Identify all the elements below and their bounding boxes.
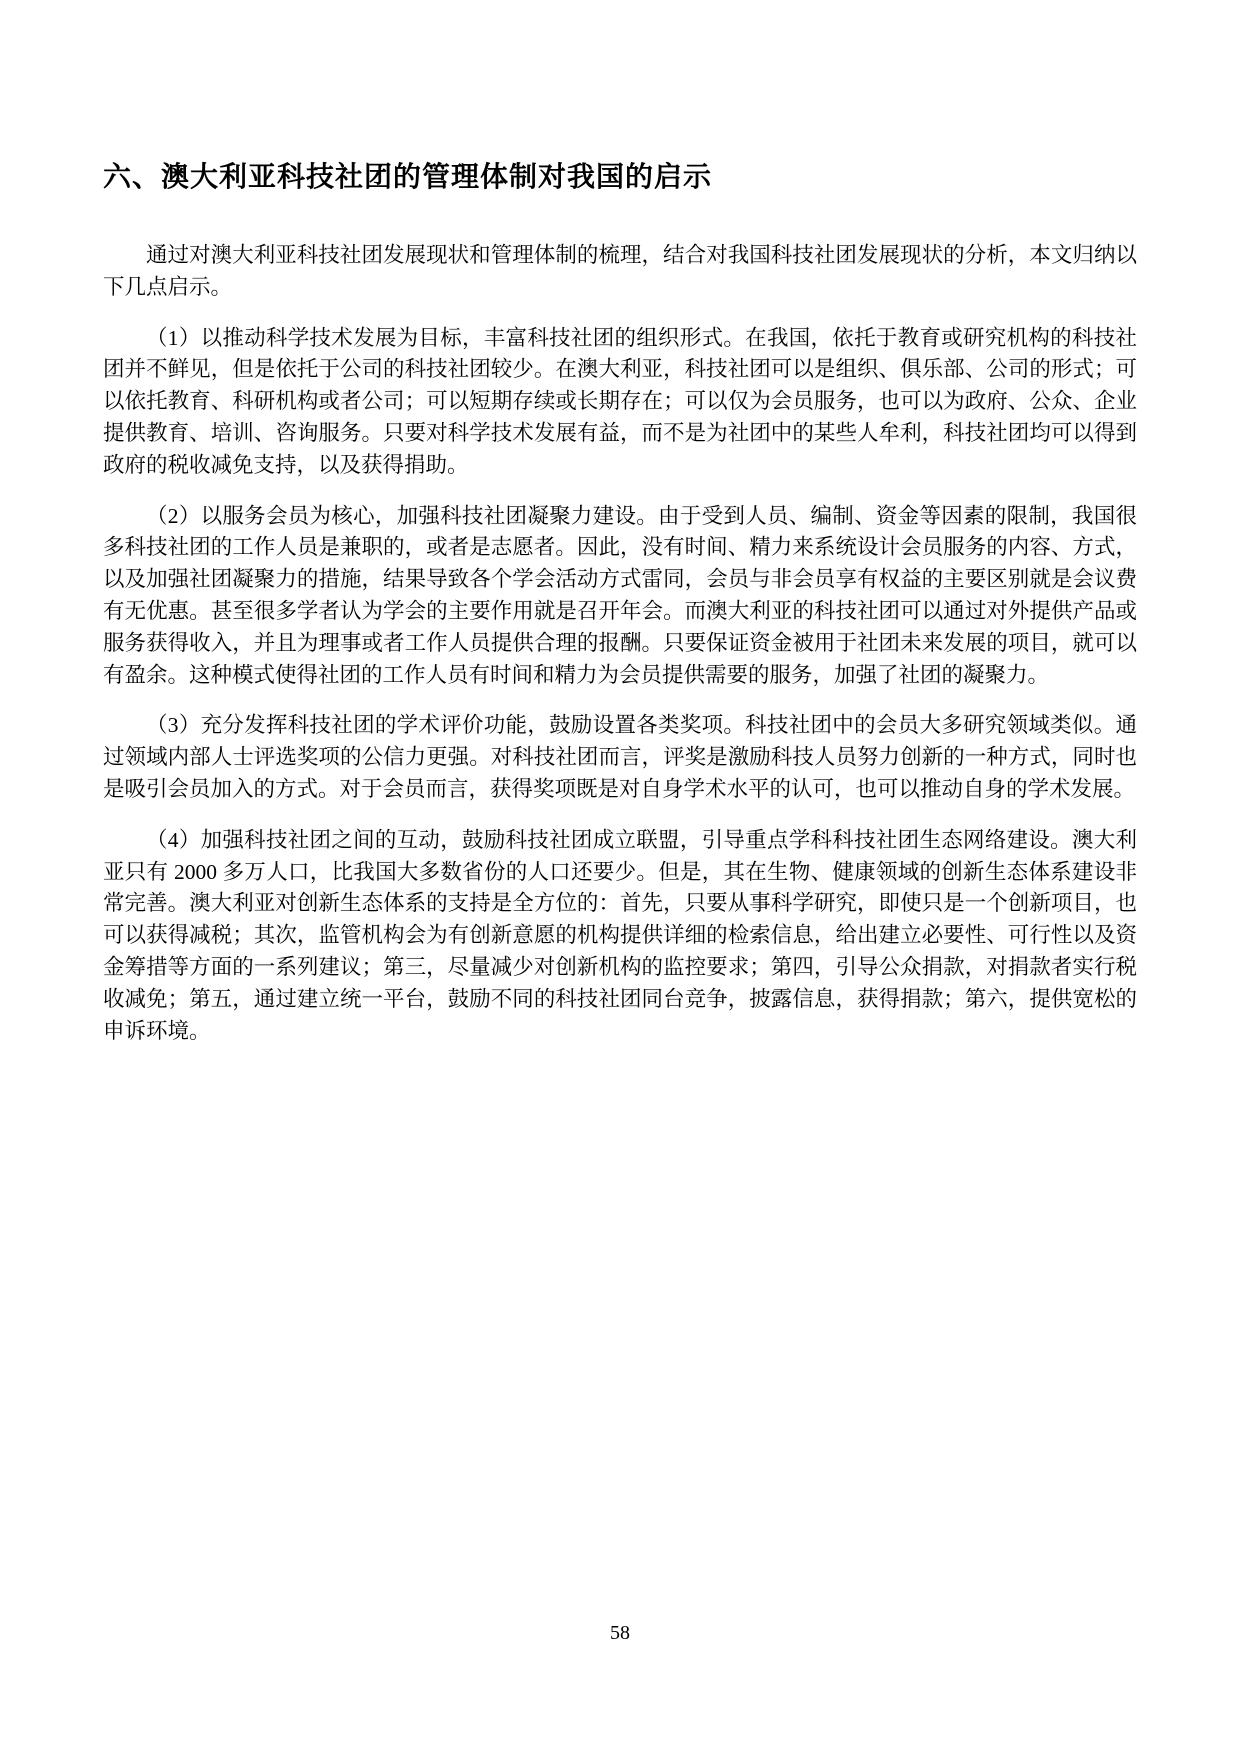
paragraph-point-2: （2）以服务会员为核心，加强科技社团凝聚力建设。由于受到人员、编制、资金等因素的限制，我国很多科技社团的工作人员是兼职的，或者是志愿者。因此，没有时间、精力来系统设计会员服务的内容、方式，以及加强社团凝聚力的措施，结果导致各个学会活动方式雷同，会员与非会员享有权益的主要区别就是会议费有无优惠。甚至很多学者认为学会的主要作用就是召开年会。而澳大利亚的科技社团可以通过对外提供产品或服务获得收入，并且为理事或者工作人员提供合理的报酬。只要保证资金被用于社团未来发展的项目，就可以有盈余。这种模式使得社团的工作人员有时间和精力为会员提供需要的服务，加强了社团的凝聚力。: [103, 503, 1137, 687]
page-footer: [0, 1622, 1240, 1645]
paragraph-point-3: （3）充分发挥科技社团的学术评价功能，鼓励设置各类奖项。科技社团中的会员大多研究领域类似。通过领域内部人士评选奖项的公信力更强。对科技社团而言，评奖是激励科技人员努力创新的一种方式，同时也是吸引会员加入的方式。对于会员而言，获得奖项既是对自身学术水平的认可，也可以推动自身的学术发展。: [103, 713, 1137, 801]
paragraph-point-1: （1）以推动科学技术发展为目标，丰富科技社团的组织形式。在我国，依托于教育或研究机构的科技社团并不鲜见，但是依托于公司的科技社团较少。在澳大利亚，科技社团可以是组织、俱乐部、公司的形式；可以依托教育、科研机构或者公司；可以短期存续或长期存在；可以仅为会员服务，也可以为政府、公众、企业提供教育、培训、咨询服务。只要对科学技术发展有益，而不是为社团中的某些人牟利，科技社团均可以得到政府的税收减免支持，以及获得捐助。: [103, 325, 1137, 477]
paragraph-point-4: （4）加强科技社团之间的互动，鼓励科技社团成立联盟，引导重点学科科技社团生态网络建设。澳大利亚只有 2000 多万人口，比我国大多数省份的人口还要少。但是，其在生物、健康领域的创新生态体系建设非常完善。澳大利亚对创新生态体系的支持是全方位的：首先，只要从事科学研究，即使只是一个创新项目，也可以获得减税；其次，监管机构会为有创新意愿的机构提供详细的检索信息，给出建立必要性、可行性以及资金筹措等方面的一系列建议；第三，尽量减少对创新机构的监控要求；第四，引导公众捐款，对捐款者实行税收减免；第五，通过建立统一平台，鼓励不同的科技社团同台竞争，披露信息，获得捐款；第六，提供宽松的申诉环境。: [103, 827, 1137, 1043]
section-heading: 六、澳大利亚科技社团的管理体制对我国的启示: [103, 161, 713, 192]
paragraph-intro: 通过对澳大利亚科技社团发展现状和管理体制的梳理，结合对我国科技社团发展现状的分析，本文归纳以下几点启示。: [103, 243, 1137, 299]
page-number: 58: [610, 1622, 630, 1644]
document-content: [103, 156, 1137, 1066]
